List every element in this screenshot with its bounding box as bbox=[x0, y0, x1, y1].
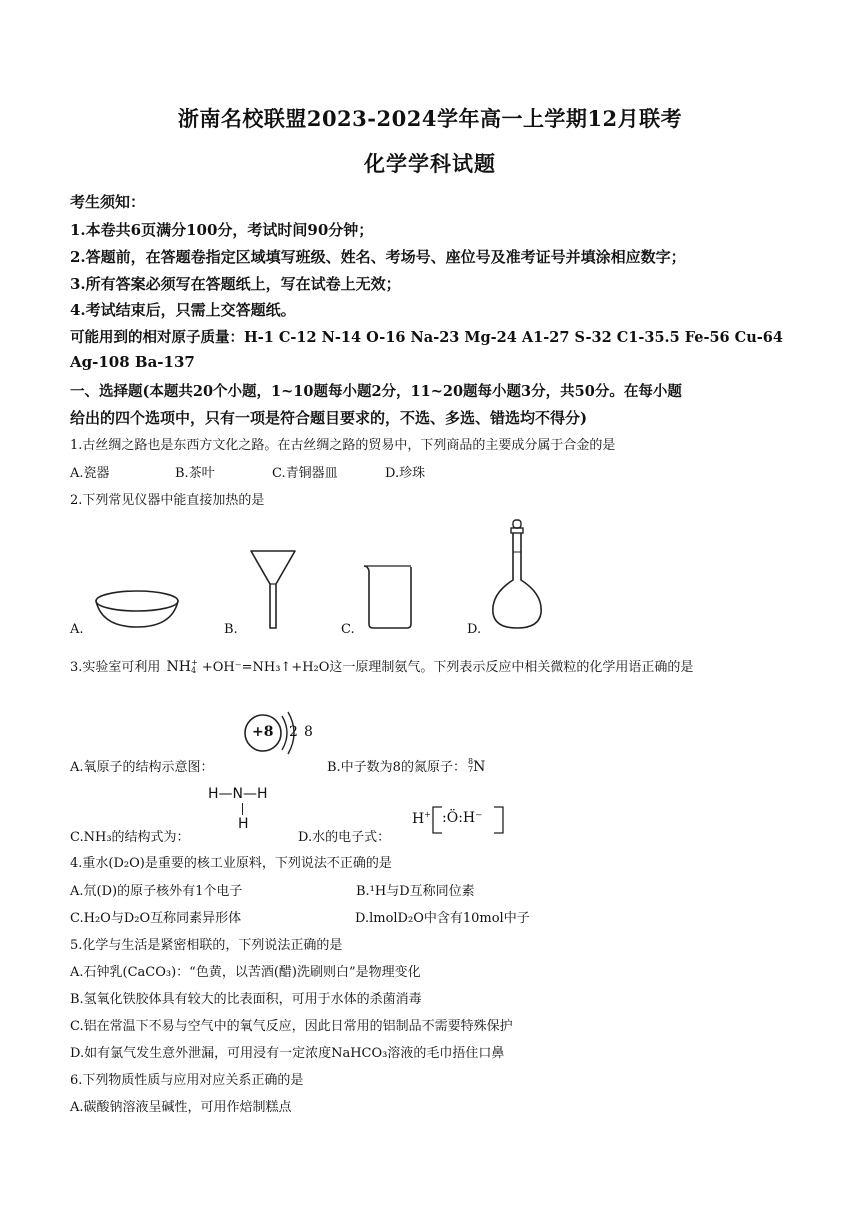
q3-option-b[interactable] bbox=[327, 756, 485, 775]
q3-option-a[interactable]: A.氧原子的结构示意图： bbox=[70, 760, 214, 775]
right-bracket-icon bbox=[492, 805, 506, 835]
atomic-mass-line-2: Ag-108 Ba-137 bbox=[70, 353, 195, 371]
q5-option-a[interactable]: A.石钟乳(CaCO₃)：“色黄，以苦酒(醋)洗刷则白”是物理变化 bbox=[70, 965, 421, 980]
atom-shell-2-electrons: 8 bbox=[304, 724, 313, 740]
q2-option-b[interactable]: B. bbox=[224, 622, 238, 637]
section-heading-line-1: 一、选择题(本题共20个小题，1~10题每小题2分，11~20题每小题3分，共50分。在每小题 bbox=[70, 383, 682, 400]
q2-option-d[interactable]: D. bbox=[467, 622, 482, 637]
ammonium-charge: + bbox=[191, 658, 198, 667]
notice-heading: 考生须知： bbox=[70, 193, 146, 211]
q4-option-a[interactable]: A.氘(D)的原子核外有1个电子 bbox=[70, 884, 243, 899]
volumetric-flask-icon bbox=[487, 518, 557, 633]
q3-stem-rest: +OH⁻=NH₃↑+H₂O这一原理制氨气。下列表示反应中相关微粒的化学用语正确的是 bbox=[201, 660, 694, 675]
q3-stem-prefix: 3.实验室可利用 bbox=[70, 660, 161, 675]
atomic-mass-line-1: 可能用到的相对原子质量：H-1 C-12 N-14 O-16 Na-23 Mg-24 A1-27 S-32 C1-35.5 Fe-56 Cu-64 bbox=[70, 329, 783, 346]
nuclide-mass-number: 8 bbox=[467, 757, 474, 766]
ammonium-ion bbox=[167, 659, 198, 675]
q3-option-c[interactable]: C.NH₃的结构式为： bbox=[70, 830, 190, 845]
q6-stem: 6.下列物质性质与应用对应关系正确的是 bbox=[70, 1073, 304, 1088]
q2-option-c[interactable]: C. bbox=[341, 622, 355, 637]
q4-option-c[interactable]: C.H₂O与D₂O互称同素异形体 bbox=[70, 911, 242, 926]
notice-item-1: 1.本卷共6页满分100分，考试时间90分钟； bbox=[70, 221, 374, 239]
q2-option-a[interactable]: A. bbox=[70, 622, 84, 637]
exam-title: 浙南名校联盟2023-2024学年高一上学期12月联考 bbox=[177, 106, 683, 131]
q3-option-d[interactable]: D.水的电子式： bbox=[298, 830, 391, 845]
atom-shell-1-electrons: 2 bbox=[289, 724, 298, 740]
q6-option-a[interactable]: A.碳酸钠溶液呈碱性，可用作焙制糕点 bbox=[70, 1100, 292, 1115]
structural-formula-bottom: H bbox=[238, 816, 249, 832]
electron-formula-hydrogen: H+ bbox=[412, 810, 431, 827]
q5-stem: 5.化学与生活是紧密相联的，下列说法正确的是 bbox=[70, 938, 343, 953]
section-heading-line-2: 给出的四个选项中，只有一项是符合题目要求的，不选、多选、错选均不得分) bbox=[70, 409, 588, 427]
q2-stem: 2.下列常见仪器中能直接加热的是 bbox=[70, 493, 265, 508]
structural-formula-top: H—N—H bbox=[208, 786, 268, 802]
q5-option-b[interactable]: B.氢氧化铁胶体具有较大的比表面积，可用于水体的杀菌消毒 bbox=[70, 992, 422, 1007]
electron-formula-body: :Ö:H⁻ bbox=[442, 810, 483, 826]
q5-option-d[interactable]: D.如有氯气发生意外泄漏，可用浸有一定浓度NaHCO₃溶液的毛巾捂住口鼻 bbox=[70, 1046, 505, 1061]
q5-option-c[interactable]: C.铝在常温下不易与空气中的氧气反应，因此日常用的铝制品不需要特殊保护 bbox=[70, 1019, 513, 1034]
nuclide-atomic-number: 7 bbox=[467, 765, 474, 774]
q1-option-c[interactable]: C.青铜器皿 bbox=[272, 466, 338, 481]
notice-item-2: 2.答题前，在答题卷指定区域填写班级、姓名、考场号、座位号及准考证号并填涂相应数字； bbox=[70, 248, 686, 266]
q3-option-b-label: B.中子数为8的氮原子： bbox=[327, 760, 466, 775]
atom-nucleus-charge: +8 bbox=[252, 724, 274, 740]
ammonium-symbol: NH bbox=[166, 659, 192, 675]
q4-option-d[interactable]: D.lmolD₂O中含有10mol中子 bbox=[355, 911, 530, 926]
q1-option-a[interactable]: A.瓷器 bbox=[70, 466, 110, 481]
funnel-icon bbox=[248, 548, 298, 630]
evaporating-dish-icon bbox=[92, 585, 182, 630]
q1-stem: 1.古丝绸之路也是东西方文化之路。在古丝绸之路的贸易中，下列商品的主要成分属于合金的是 bbox=[70, 438, 616, 453]
exam-subtitle: 化学学科试题 bbox=[364, 151, 496, 176]
nuclide-symbol: N bbox=[473, 759, 486, 775]
ammonium-subscript: 4 bbox=[191, 666, 197, 675]
notice-item-3: 3.所有答案必须写在答题纸上，写在试卷上无效； bbox=[70, 275, 401, 293]
beaker-icon bbox=[360, 562, 415, 632]
water-electron-formula bbox=[412, 805, 507, 835]
q1-option-d[interactable]: D.珍珠 bbox=[385, 466, 426, 481]
q4-option-b[interactable]: B.¹H与D互称同位素 bbox=[356, 884, 475, 899]
oxygen-atom-diagram bbox=[242, 708, 322, 758]
q4-stem: 4.重水(D₂O)是重要的核工业原料，下列说法不正确的是 bbox=[70, 856, 392, 871]
q1-option-b[interactable]: B.茶叶 bbox=[175, 466, 215, 481]
q3-stem bbox=[70, 656, 693, 675]
notice-item-4: 4.考试结束后，只需上交答题纸。 bbox=[70, 301, 296, 319]
ammonia-structural-formula bbox=[208, 786, 268, 832]
structural-bond-line bbox=[242, 803, 243, 815]
